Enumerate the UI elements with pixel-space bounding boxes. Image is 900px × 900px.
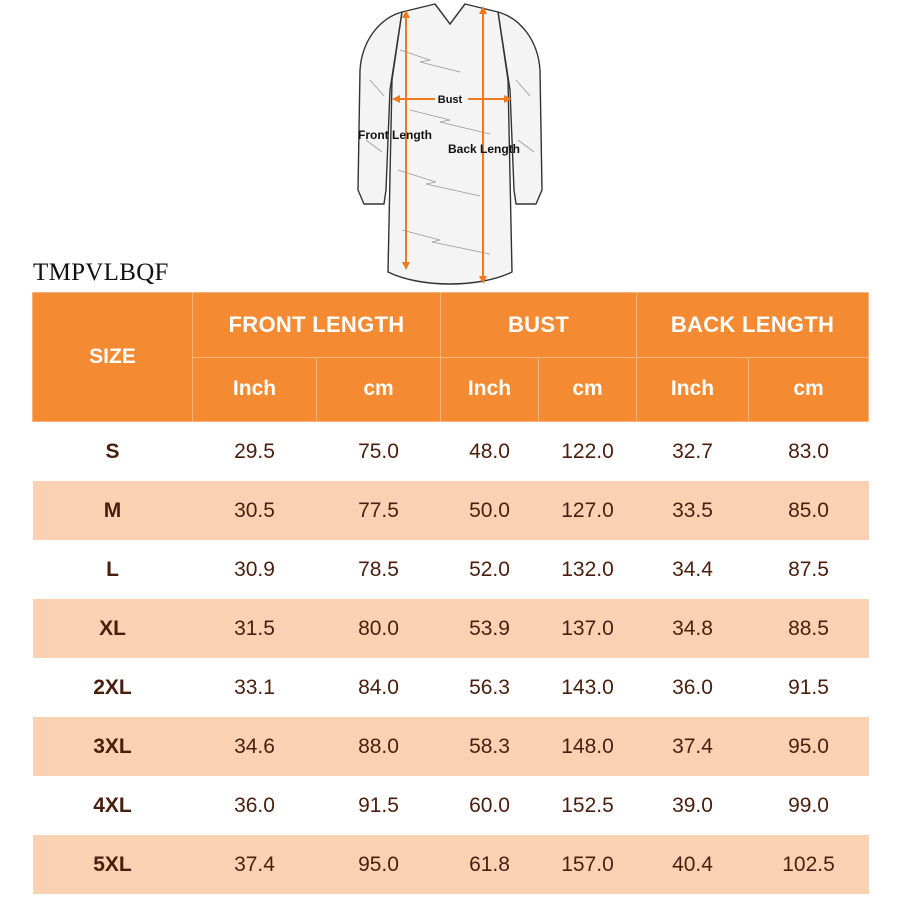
measurement-cell: 30.9 xyxy=(193,540,317,599)
unit-header: Inch xyxy=(637,357,749,422)
measurement-cell: 30.5 xyxy=(193,481,317,540)
size-cell: S xyxy=(33,422,193,482)
measurement-cell: 157.0 xyxy=(539,835,637,894)
measurement-cell: 75.0 xyxy=(317,422,441,482)
table-row xyxy=(33,540,869,599)
measurement-cell: 88.5 xyxy=(749,599,869,658)
measurement-cell: 32.7 xyxy=(637,422,749,482)
measurement-cell: 60.0 xyxy=(441,776,539,835)
unit-header: cm xyxy=(539,357,637,422)
measurement-cell: 122.0 xyxy=(539,422,637,482)
measurement-cell: 87.5 xyxy=(749,540,869,599)
front-length-label: Front Length xyxy=(358,128,432,142)
measurement-cell: 91.5 xyxy=(317,776,441,835)
bust-header: BUST xyxy=(441,293,637,358)
table-row xyxy=(33,481,869,540)
measurement-cell: 61.8 xyxy=(441,835,539,894)
measurement-cell: 102.5 xyxy=(749,835,869,894)
table-row xyxy=(33,599,869,658)
size-cell: 5XL xyxy=(33,835,193,894)
measurement-cell: 52.0 xyxy=(441,540,539,599)
back-length-header: BACK LENGTH xyxy=(637,293,869,358)
measurement-cell: 58.3 xyxy=(441,717,539,776)
size-cell: XL xyxy=(33,599,193,658)
measurement-cell: 33.5 xyxy=(637,481,749,540)
jersey-measurement-diagram xyxy=(340,0,560,292)
unit-header: Inch xyxy=(193,357,317,422)
measurement-cell: 95.0 xyxy=(749,717,869,776)
measurement-cell: 53.9 xyxy=(441,599,539,658)
measurement-cell: 34.8 xyxy=(637,599,749,658)
measurement-cell: 37.4 xyxy=(637,717,749,776)
measurement-cell: 143.0 xyxy=(539,658,637,717)
measurement-cell: 78.5 xyxy=(317,540,441,599)
size-chart-table xyxy=(32,292,869,894)
measurement-cell: 99.0 xyxy=(749,776,869,835)
measurement-cell: 33.1 xyxy=(193,658,317,717)
measurement-cell: 29.5 xyxy=(193,422,317,482)
measurement-cell: 148.0 xyxy=(539,717,637,776)
front-length-header: FRONT LENGTH xyxy=(193,293,441,358)
measurement-cell: 36.0 xyxy=(193,776,317,835)
measurement-cell: 77.5 xyxy=(317,481,441,540)
unit-header: cm xyxy=(749,357,869,422)
measurement-cell: 50.0 xyxy=(441,481,539,540)
measurement-cell: 34.6 xyxy=(193,717,317,776)
table-row xyxy=(33,422,869,482)
size-rows xyxy=(33,422,869,895)
table-row xyxy=(33,776,869,835)
measurement-cell: 137.0 xyxy=(539,599,637,658)
measurement-cell: 40.4 xyxy=(637,835,749,894)
measurement-cell: 39.0 xyxy=(637,776,749,835)
table-row xyxy=(33,658,869,717)
size-cell: L xyxy=(33,540,193,599)
measurement-cell: 95.0 xyxy=(317,835,441,894)
size-cell: M xyxy=(33,481,193,540)
size-cell: 3XL xyxy=(33,717,193,776)
measurement-cell: 36.0 xyxy=(637,658,749,717)
size-cell: 4XL xyxy=(33,776,193,835)
measurement-cell: 127.0 xyxy=(539,481,637,540)
measurement-cell: 88.0 xyxy=(317,717,441,776)
table-row xyxy=(33,717,869,776)
measurement-cell: 34.4 xyxy=(637,540,749,599)
size-cell: 2XL xyxy=(33,658,193,717)
bust-label: Bust xyxy=(437,94,463,106)
measurement-cell: 85.0 xyxy=(749,481,869,540)
table-row xyxy=(33,835,869,894)
measurement-cell: 56.3 xyxy=(441,658,539,717)
measurement-cell: 31.5 xyxy=(193,599,317,658)
measurement-cell: 132.0 xyxy=(539,540,637,599)
measurement-cell: 84.0 xyxy=(317,658,441,717)
measurement-cell: 80.0 xyxy=(317,599,441,658)
back-length-label: Back Length xyxy=(448,142,521,156)
product-code: TMPVLBQF xyxy=(33,259,169,286)
measurement-cell: 152.5 xyxy=(539,776,637,835)
measurement-cell: 91.5 xyxy=(749,658,869,717)
unit-header: Inch xyxy=(441,357,539,422)
measurement-cell: 48.0 xyxy=(441,422,539,482)
size-header: SIZE xyxy=(33,293,193,422)
unit-header: cm xyxy=(317,357,441,422)
measurement-cell: 37.4 xyxy=(193,835,317,894)
measurement-cell: 83.0 xyxy=(749,422,869,482)
